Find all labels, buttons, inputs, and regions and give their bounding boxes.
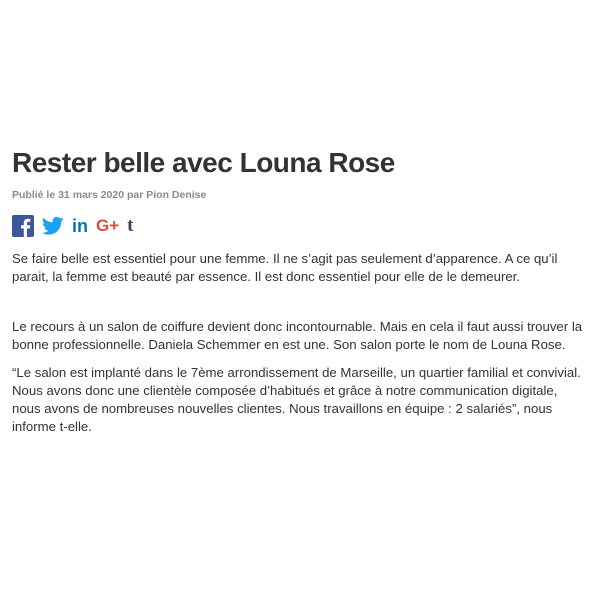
share-twitter-button[interactable] bbox=[42, 214, 64, 238]
share-linkedin-button[interactable] bbox=[72, 214, 88, 238]
article-paragraph: Le recours à un salon de coiffure devient donc incontournable. Mais en cela il faut aussi trouver la bonne professionnelle. Daniela Schemmer en est une. Son salon porte le nom de Louna Rose. bbox=[12, 319, 583, 352]
google-plus-icon: G+ bbox=[96, 216, 120, 235]
share-google-plus-button[interactable] bbox=[96, 214, 119, 238]
article-paragraph: Se faire belle est essentiel pour une femme. Il ne s’agit pas seulement d’apparence. A ce qu’il parait, la femme est beauté par essence. Il est donc essentiel pour elle de le demeurer. bbox=[12, 251, 558, 284]
twitter-icon bbox=[42, 216, 64, 236]
facebook-icon bbox=[12, 215, 34, 237]
share-tumblr-button[interactable] bbox=[127, 214, 133, 238]
article-title: Rester belle avec Louna Rose bbox=[12, 147, 395, 178]
share-bar bbox=[12, 214, 141, 238]
article-byline: Publié le 31 mars 2020 par Pion Denise bbox=[12, 189, 207, 201]
linkedin-icon: in bbox=[72, 216, 88, 236]
tumblr-icon: t bbox=[127, 215, 134, 236]
article-paragraph: “Le salon est implanté dans le 7ème arrondissement de Marseille, un quartier familial et convivial. Nous avons donc une clientèle composée d’habitués et grâce à notre communication digitale, nous avons de nombreuses nouvelles clientes. Nous travaillons en équipe : 2 salariés”, nous informe t-elle. bbox=[12, 365, 581, 434]
share-facebook-button[interactable] bbox=[12, 214, 34, 238]
